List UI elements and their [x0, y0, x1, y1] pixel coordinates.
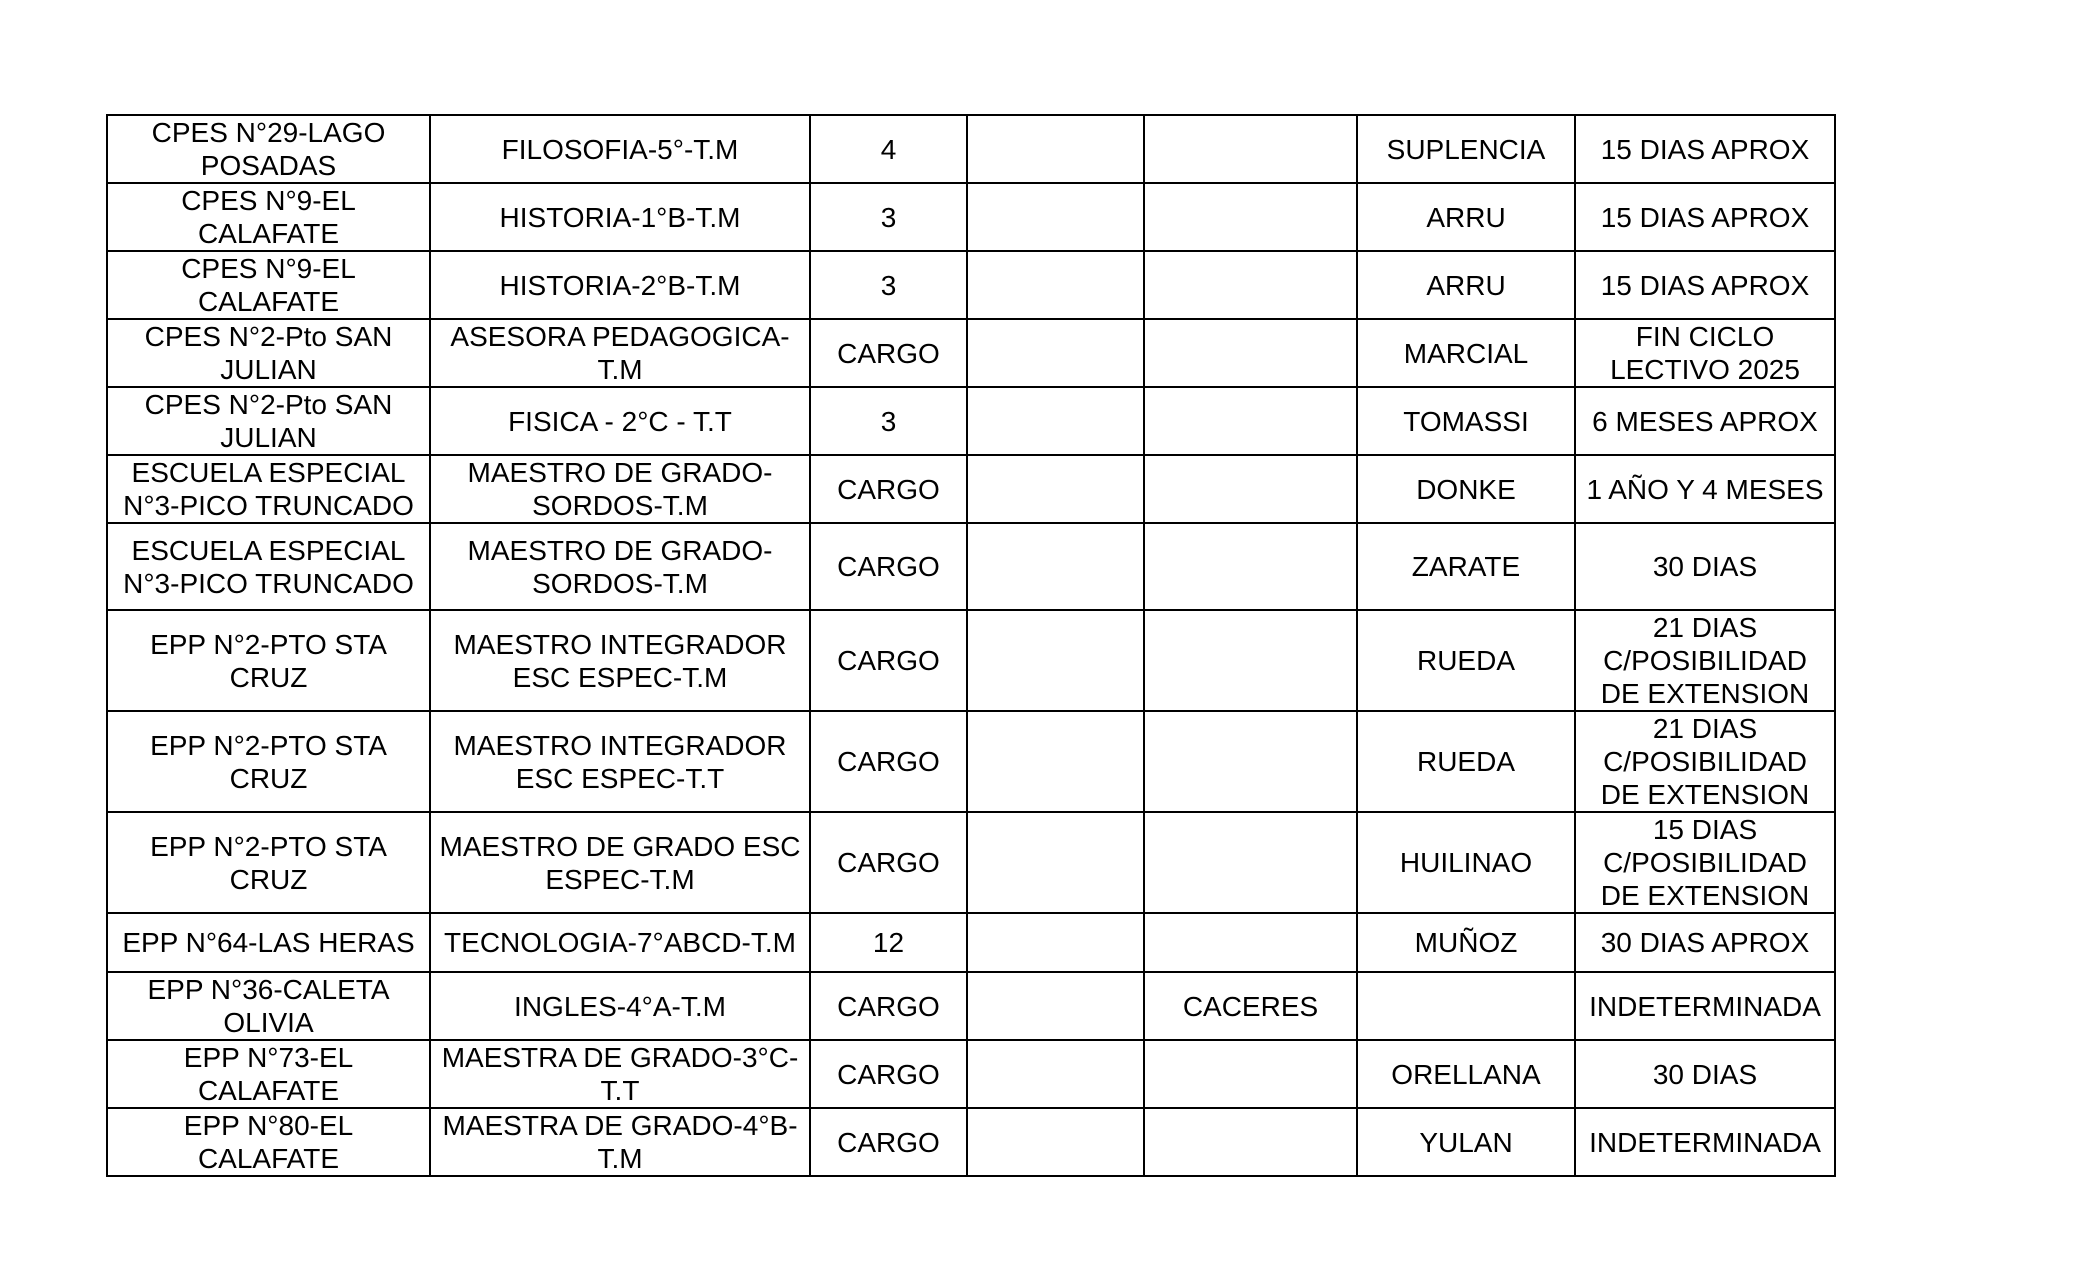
blank-cell	[967, 251, 1144, 319]
school-cell: EPP N°80-EL CALAFATE	[107, 1108, 430, 1176]
hours-cell: CARGO	[810, 610, 967, 711]
duration-cell: 30 DIAS APROX	[1575, 913, 1835, 972]
table-row	[107, 523, 1835, 610]
blank-cell	[967, 913, 1144, 972]
table-row	[107, 1040, 1835, 1108]
replaced-cell: ARRU	[1357, 183, 1575, 251]
subject-cell: MAESTRO INTEGRADOR ESC ESPEC-T.M	[430, 610, 810, 711]
assignments-table	[106, 114, 1836, 1177]
table-row	[107, 251, 1835, 319]
replaced-cell: MUÑOZ	[1357, 913, 1575, 972]
holder-cell	[1144, 251, 1357, 319]
school-cell: CPES N°9-EL CALAFATE	[107, 183, 430, 251]
table-row	[107, 455, 1835, 523]
duration-cell: 21 DIAS C/POSIBILIDAD DE EXTENSION	[1575, 711, 1835, 812]
hours-cell: CARGO	[810, 319, 967, 387]
subject-cell: MAESTRO INTEGRADOR ESC ESPEC-T.T	[430, 711, 810, 812]
blank-cell	[967, 812, 1144, 913]
school-cell: ESCUELA ESPECIAL N°3-PICO TRUNCADO	[107, 523, 430, 610]
subject-cell: MAESTRO DE GRADO-SORDOS-T.M	[430, 523, 810, 610]
blank-cell	[967, 1108, 1144, 1176]
table-row	[107, 972, 1835, 1040]
subject-cell: FILOSOFIA-5°-T.M	[430, 115, 810, 183]
school-cell: CPES N°9-EL CALAFATE	[107, 251, 430, 319]
table-row	[107, 1108, 1835, 1176]
holder-cell	[1144, 115, 1357, 183]
table-row	[107, 387, 1835, 455]
duration-cell: 21 DIAS C/POSIBILIDAD DE EXTENSION	[1575, 610, 1835, 711]
blank-cell	[967, 115, 1144, 183]
table-row	[107, 913, 1835, 972]
replaced-cell: TOMASSI	[1357, 387, 1575, 455]
holder-cell	[1144, 913, 1357, 972]
hours-cell: CARGO	[810, 523, 967, 610]
blank-cell	[967, 183, 1144, 251]
subject-cell: FISICA - 2°C - T.T	[430, 387, 810, 455]
replaced-cell: SUPLENCIA	[1357, 115, 1575, 183]
replaced-cell: ORELLANA	[1357, 1040, 1575, 1108]
blank-cell	[967, 387, 1144, 455]
holder-cell	[1144, 610, 1357, 711]
school-cell: EPP N°73-EL CALAFATE	[107, 1040, 430, 1108]
blank-cell	[967, 711, 1144, 812]
school-cell: EPP N°2-PTO STA CRUZ	[107, 711, 430, 812]
hours-cell: CARGO	[810, 711, 967, 812]
duration-cell: INDETERMINADA	[1575, 1108, 1835, 1176]
replaced-cell: MARCIAL	[1357, 319, 1575, 387]
holder-cell	[1144, 183, 1357, 251]
replaced-cell: ZARATE	[1357, 523, 1575, 610]
school-cell: EPP N°64-LAS HERAS	[107, 913, 430, 972]
subject-cell: HISTORIA-2°B-T.M	[430, 251, 810, 319]
hours-cell: CARGO	[810, 1040, 967, 1108]
table-row	[107, 319, 1835, 387]
school-cell: EPP N°36-CALETA OLIVIA	[107, 972, 430, 1040]
subject-cell: INGLES-4°A-T.M	[430, 972, 810, 1040]
duration-cell: INDETERMINADA	[1575, 972, 1835, 1040]
hours-cell: 3	[810, 183, 967, 251]
replaced-cell: RUEDA	[1357, 610, 1575, 711]
holder-cell	[1144, 455, 1357, 523]
table-row	[107, 610, 1835, 711]
replaced-cell: DONKE	[1357, 455, 1575, 523]
duration-cell: 6 MESES APROX	[1575, 387, 1835, 455]
holder-cell	[1144, 319, 1357, 387]
blank-cell	[967, 523, 1144, 610]
school-cell: EPP N°2-PTO STA CRUZ	[107, 812, 430, 913]
holder-cell: CACERES	[1144, 972, 1357, 1040]
school-cell: CPES N°29-LAGO POSADAS	[107, 115, 430, 183]
table-row	[107, 115, 1835, 183]
subject-cell: MAESTRO DE GRADO-SORDOS-T.M	[430, 455, 810, 523]
duration-cell: 30 DIAS	[1575, 523, 1835, 610]
holder-cell	[1144, 387, 1357, 455]
duration-cell: 15 DIAS APROX	[1575, 115, 1835, 183]
subject-cell: MAESTRO DE GRADO ESC ESPEC-T.M	[430, 812, 810, 913]
table-row	[107, 812, 1835, 913]
hours-cell: 12	[810, 913, 967, 972]
blank-cell	[967, 455, 1144, 523]
duration-cell: 15 DIAS APROX	[1575, 251, 1835, 319]
duration-cell: FIN CICLO LECTIVO 2025	[1575, 319, 1835, 387]
replaced-cell	[1357, 972, 1575, 1040]
table-row	[107, 711, 1835, 812]
holder-cell	[1144, 812, 1357, 913]
subject-cell: HISTORIA-1°B-T.M	[430, 183, 810, 251]
school-cell: CPES N°2-Pto SAN JULIAN	[107, 319, 430, 387]
blank-cell	[967, 610, 1144, 711]
table-row	[107, 183, 1835, 251]
hours-cell: CARGO	[810, 1108, 967, 1176]
duration-cell: 15 DIAS APROX	[1575, 183, 1835, 251]
replaced-cell: YULAN	[1357, 1108, 1575, 1176]
blank-cell	[967, 972, 1144, 1040]
subject-cell: ASESORA PEDAGOGICA-T.M	[430, 319, 810, 387]
hours-cell: CARGO	[810, 455, 967, 523]
duration-cell: 1 AÑO Y 4 MESES	[1575, 455, 1835, 523]
duration-cell: 30 DIAS	[1575, 1040, 1835, 1108]
duration-cell: 15 DIAS C/POSIBILIDAD DE EXTENSION	[1575, 812, 1835, 913]
subject-cell: TECNOLOGIA-7°ABCD-T.M	[430, 913, 810, 972]
holder-cell	[1144, 1040, 1357, 1108]
hours-cell: 3	[810, 387, 967, 455]
blank-cell	[967, 319, 1144, 387]
hours-cell: CARGO	[810, 972, 967, 1040]
subject-cell: MAESTRA DE GRADO-4°B-T.M	[430, 1108, 810, 1176]
school-cell: ESCUELA ESPECIAL N°3-PICO TRUNCADO	[107, 455, 430, 523]
school-cell: CPES N°2-Pto SAN JULIAN	[107, 387, 430, 455]
subject-cell: MAESTRA DE GRADO-3°C-T.T	[430, 1040, 810, 1108]
replaced-cell: HUILINAO	[1357, 812, 1575, 913]
hours-cell: 4	[810, 115, 967, 183]
school-cell: EPP N°2-PTO STA CRUZ	[107, 610, 430, 711]
hours-cell: CARGO	[810, 812, 967, 913]
blank-cell	[967, 1040, 1144, 1108]
replaced-cell: RUEDA	[1357, 711, 1575, 812]
hours-cell: 3	[810, 251, 967, 319]
holder-cell	[1144, 711, 1357, 812]
replaced-cell: ARRU	[1357, 251, 1575, 319]
holder-cell	[1144, 523, 1357, 610]
holder-cell	[1144, 1108, 1357, 1176]
